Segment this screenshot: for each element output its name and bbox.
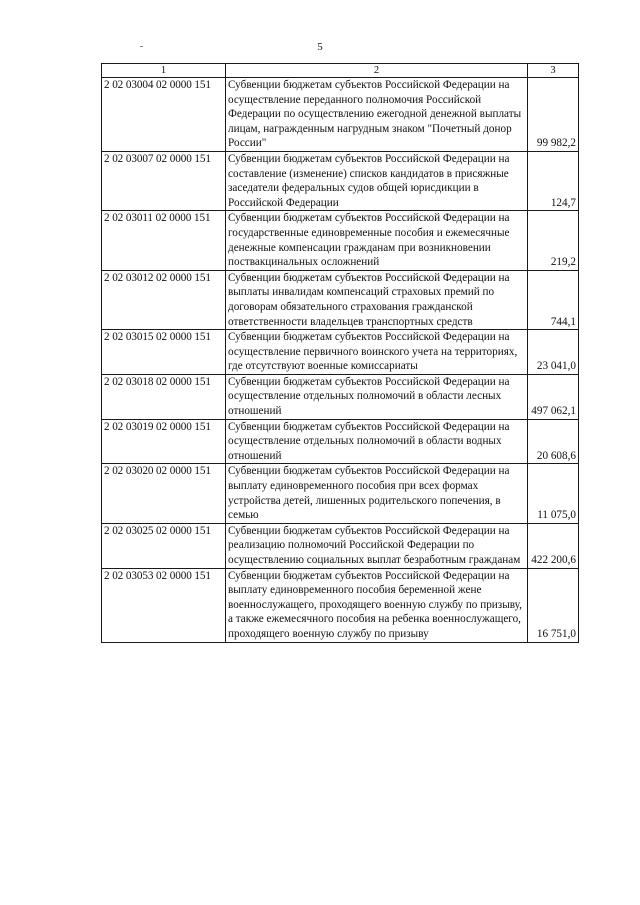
table-row: [102, 523, 579, 568]
row-amount: 497 062,1: [528, 374, 579, 419]
page-number: 5: [317, 41, 323, 53]
row-amount: 219,2: [528, 211, 579, 270]
row-code: 2 02 03018 02 0000 151: [102, 374, 226, 419]
row-description: Субвенции бюджетам субъектов Российской Федерации на составление (изменение) списков кандидатов в присяжные заседатели федеральных судов общей юрисдикции в Российской Федерации: [226, 151, 528, 210]
table-row: [102, 330, 579, 375]
budget-table: [101, 63, 579, 643]
column-header-amount: 3: [528, 64, 579, 78]
row-amount: 20 608,6: [528, 419, 579, 464]
table-header-row: [102, 64, 579, 78]
table-row: [102, 374, 579, 419]
table-row: [102, 464, 579, 523]
row-code: 2 02 03053 02 0000 151: [102, 568, 226, 642]
row-amount: 99 982,2: [528, 78, 579, 152]
row-code: 2 02 03007 02 0000 151: [102, 151, 226, 210]
table-row: [102, 568, 579, 642]
row-code: 2 02 03015 02 0000 151: [102, 330, 226, 375]
row-code: 2 02 03019 02 0000 151: [102, 419, 226, 464]
row-amount: 422 200,6: [528, 523, 579, 568]
row-description: Субвенции бюджетам субъектов Российской Федерации на выплату единовременного пособия беременной жене военнослужащего, проходящего военную службу по призыву, а также ежемесячного пособия на ребенка военнослужащего, проходящего военную службу по призыву: [226, 568, 528, 642]
row-description: Субвенции бюджетам субъектов Российской Федерации на осуществление переданного полномочия Российской Федерации по осуществлению ежегодной денежной выплаты лицам, награжденным нагрудным знаком "Почетный донор России": [226, 78, 528, 152]
row-description: Субвенции бюджетам субъектов Российской Федерации на выплаты инвалидам компенсаций страховых премий по договорам обязательного страхования гражданской ответственности владельцев транспортных средств: [226, 270, 528, 329]
row-code: 2 02 03011 02 0000 151: [102, 211, 226, 270]
table-row: [102, 211, 579, 270]
row-amount: 16 751,0: [528, 568, 579, 642]
row-amount: 23 041,0: [528, 330, 579, 375]
table-row: [102, 419, 579, 464]
row-amount: 744,1: [528, 270, 579, 329]
row-description: Субвенции бюджетам субъектов Российской Федерации на выплату единовременного пособия при всех формах устройства детей, лишенных родительского попечения, в семью: [226, 464, 528, 523]
row-description: Субвенции бюджетам субъектов Российской Федерации на осуществление отдельных полномочий в области лесных отношений: [226, 374, 528, 419]
row-description: Субвенции бюджетам субъектов Российской Федерации на осуществление отдельных полномочий в области водных отношений: [226, 419, 528, 464]
row-code: 2 02 03012 02 0000 151: [102, 270, 226, 329]
row-description: Субвенции бюджетам субъектов Российской Федерации на осуществление первичного воинского учета на территориях, где отсутствуют военные комиссариаты: [226, 330, 528, 375]
row-code: 2 02 03004 02 0000 151: [102, 78, 226, 152]
column-header-description: 2: [226, 64, 528, 78]
row-description: Субвенции бюджетам субъектов Российской Федерации на реализацию полномочий Российской Федерации по осуществлению социальных выплат безработным гражданам: [226, 523, 528, 568]
column-header-code: 1: [102, 64, 226, 78]
table-row: [102, 151, 579, 210]
row-code: 2 02 03025 02 0000 151: [102, 523, 226, 568]
table-row: [102, 78, 579, 152]
row-amount: 124,7: [528, 151, 579, 210]
table-row: [102, 270, 579, 329]
row-description: Субвенции бюджетам субъектов Российской Федерации на государственные единовременные пособия и ежемесячные денежные компенсации гражданам при возникновении поствакцинальных осложнений: [226, 211, 528, 270]
row-amount: 11 075,0: [528, 464, 579, 523]
row-code: 2 02 03020 02 0000 151: [102, 464, 226, 523]
scan-mark: [140, 46, 143, 47]
